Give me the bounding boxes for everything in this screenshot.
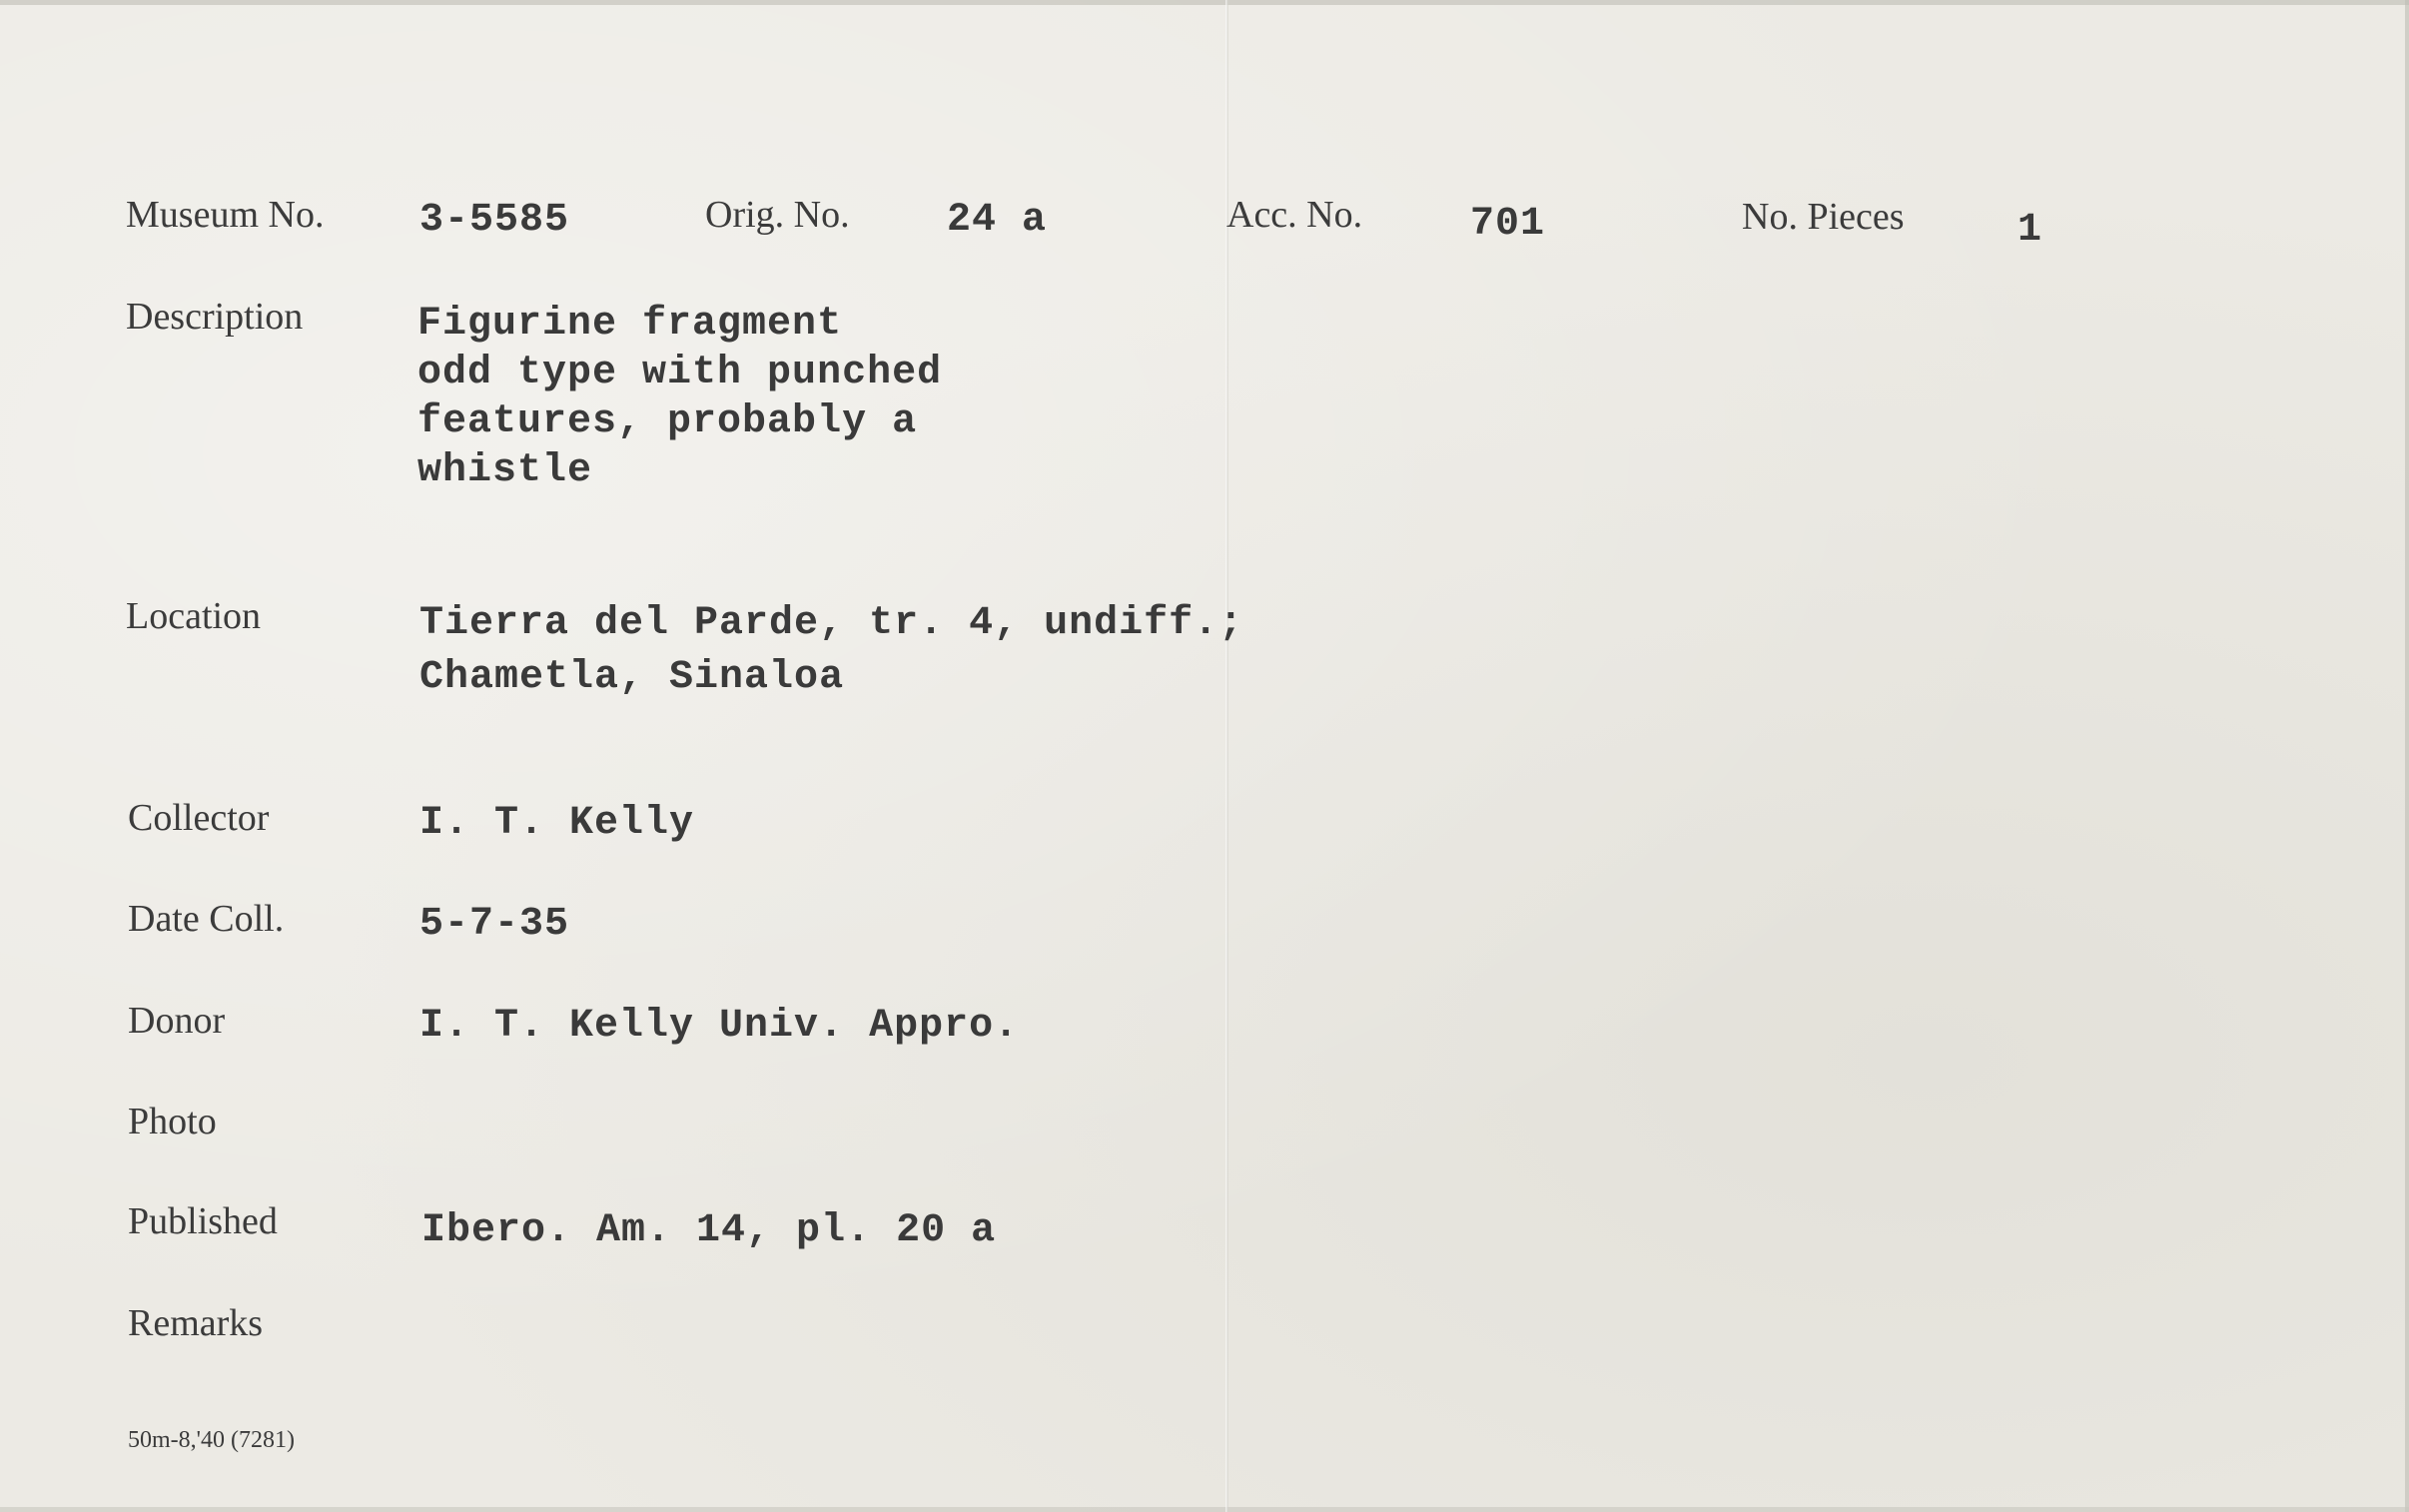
collector-value: I. T. Kelly — [419, 801, 695, 846]
orig-no-label: Orig. No. — [705, 194, 850, 236]
remarks-label: Remarks — [128, 1302, 264, 1344]
description-line: odd type with punched — [417, 351, 943, 395]
donor-label: Donor — [128, 1000, 226, 1042]
description-line: features, probably a — [417, 399, 918, 444]
card-edge-bottom — [0, 1507, 2409, 1512]
description-label: Description — [126, 296, 304, 338]
card-edge-top — [0, 0, 2409, 5]
museum-no-value: 3-5585 — [419, 198, 570, 243]
acc-no-value: 701 — [1470, 202, 1546, 247]
description-line: Figurine fragment — [417, 302, 843, 347]
museum-no-label: Museum No. — [126, 194, 325, 236]
date-coll-value: 5-7-35 — [419, 902, 570, 947]
location-value — [419, 597, 1243, 705]
photo-label: Photo — [128, 1101, 217, 1142]
date-coll-label: Date Coll. — [128, 898, 285, 940]
collector-label: Collector — [128, 797, 270, 839]
print-code: 50m-8,'40 (7281) — [128, 1427, 295, 1453]
location-line: Tierra del Parde, tr. 4, undiff.; — [419, 601, 1244, 646]
no-pieces-value: 1 — [2017, 208, 2043, 253]
orig-no-value: 24 a — [947, 198, 1048, 243]
card-edge-right — [2405, 0, 2409, 1512]
location-line: Chametla, Sinaloa — [419, 655, 845, 700]
description-line: whistle — [417, 448, 593, 493]
description-value — [417, 300, 942, 495]
acc-no-label: Acc. No. — [1226, 194, 1363, 236]
donor-value: I. T. Kelly Univ. Appro. — [419, 1004, 1020, 1049]
published-value: Ibero. Am. 14, pl. 20 a — [421, 1208, 997, 1253]
published-label: Published — [128, 1200, 278, 1242]
no-pieces-label: No. Pieces — [1742, 196, 1905, 238]
location-label: Location — [126, 595, 262, 637]
